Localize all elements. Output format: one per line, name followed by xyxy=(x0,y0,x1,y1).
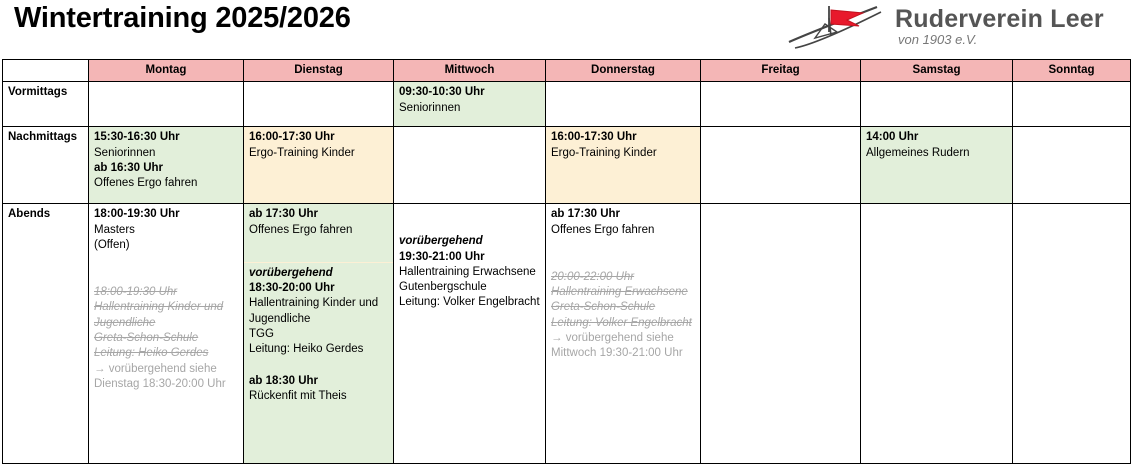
entry-title: Hallentraining Erwachsene xyxy=(399,265,536,278)
entry-location: TGG xyxy=(249,327,274,340)
entry-status: vorübergehend xyxy=(399,235,483,248)
entry-rueckenfit xyxy=(244,364,393,409)
entry-title: Ergo-Training Kinder xyxy=(551,146,657,159)
cell-vormittags-mittwoch xyxy=(394,82,546,127)
rowing-boat-flag-icon xyxy=(785,2,889,50)
club-founded: von 1903 e.V. xyxy=(898,32,978,47)
entry-cancelled-hallentraining xyxy=(546,246,700,366)
club-name: Ruderverein Leer xyxy=(895,5,1104,33)
column-header-montag: Montag xyxy=(89,60,244,82)
column-header-donnerstag: Donnerstag xyxy=(546,60,701,82)
cell-abends-montag xyxy=(89,204,244,464)
table-row-abends xyxy=(3,204,1131,464)
column-header-sonntag: Sonntag xyxy=(1013,60,1131,82)
cell-abends-donnerstag xyxy=(546,204,701,464)
entry-title-secondary: Offenes Ergo fahren xyxy=(94,177,198,190)
entry-leader: Leitung: Heiko Gerdes xyxy=(94,347,209,360)
club-logo xyxy=(785,2,1115,52)
entry-time: 16:00-17:30 Uhr xyxy=(249,131,335,144)
table-header-row xyxy=(3,60,1131,82)
page-title: Wintertraining 2025/2026 xyxy=(14,2,351,34)
cell-vormittags-freitag xyxy=(701,82,861,127)
entry-redirect-line2: Dienstag 18:30-20:00 Uhr xyxy=(94,377,226,390)
column-header-samstag: Samstag xyxy=(861,60,1013,82)
entry-title: Seniorinnen xyxy=(399,101,461,114)
cell-vormittags-dienstag xyxy=(244,82,394,127)
cell-nachmittags-donnerstag xyxy=(546,127,701,204)
entry-masters xyxy=(89,204,243,261)
row-label-abends: Abends xyxy=(3,204,89,464)
cell-abends-sonntag xyxy=(1013,204,1131,464)
entry-hallentraining-erwachsene xyxy=(394,231,545,360)
entry-note: (Offen) xyxy=(94,238,130,251)
table-row-nachmittags xyxy=(3,127,1131,204)
entry-location: Greta-Schon-Schule xyxy=(94,331,199,344)
entry-time: 09:30-10:30 Uhr xyxy=(399,86,485,99)
cell-nachmittags-samstag xyxy=(861,127,1013,204)
entry-leader: Leitung: Heiko Gerdes xyxy=(249,343,364,356)
entry-offenes-ergo xyxy=(546,204,700,246)
entry-time: 15:30-16:30 Uhr xyxy=(94,131,180,144)
row-label-nachmittags: Nachmittags xyxy=(3,127,89,204)
entry-time: 20:00-22:00 Uhr xyxy=(551,270,635,283)
entry-title: Hallentraining Kinder und xyxy=(249,297,379,310)
cell-vormittags-sonntag xyxy=(1013,82,1131,127)
column-header-dienstag: Dienstag xyxy=(244,60,394,82)
entry-location: Gutenbergschule xyxy=(399,281,487,294)
header-corner xyxy=(3,60,89,82)
entry-title: Hallentraining Erwachsene xyxy=(551,286,688,299)
entry-redirect-line2: Mittwoch 19:30-21:00 Uhr xyxy=(551,347,683,360)
entry-time: 18:30-20:00 Uhr xyxy=(249,282,335,295)
entry-title: Ergo-Training Kinder xyxy=(249,146,355,159)
entry-time: 16:00-17:30 Uhr xyxy=(551,131,637,144)
entry-title: Rückenfit mit Theis xyxy=(249,389,347,402)
entry-time: ab 17:30 Uhr xyxy=(249,208,319,221)
entry-title-cont: Jugendliche xyxy=(249,312,311,325)
entry-time: ab 17:30 Uhr xyxy=(551,208,621,221)
entry-time: 18:00-19:30 Uhr xyxy=(94,208,180,221)
cell-nachmittags-dienstag xyxy=(244,127,394,204)
entry-status: vorübergehend xyxy=(249,266,333,279)
entry-time: ab 18:30 Uhr xyxy=(249,374,319,387)
cell-vormittags-donnerstag xyxy=(546,82,701,127)
entry-location: Greta-Schon-Schule xyxy=(551,301,656,314)
entry-title: Hallentraining Kinder und xyxy=(94,301,224,314)
column-header-mittwoch: Mittwoch xyxy=(394,60,546,82)
cell-vormittags-samstag xyxy=(861,82,1013,127)
cell-nachmittags-mittwoch xyxy=(394,127,546,204)
entry-time: 14:00 Uhr xyxy=(866,131,919,144)
entry-redirect-line1: → vorübergehend siehe xyxy=(551,331,674,344)
cell-nachmittags-freitag xyxy=(701,127,861,204)
entry-title: Seniorinnen xyxy=(94,146,156,159)
entry-leader: Leitung: Volker Engelbracht xyxy=(399,296,540,309)
column-header-freitag: Freitag xyxy=(701,60,861,82)
page-header xyxy=(0,0,1133,58)
entry-title: Masters xyxy=(94,223,135,236)
entry-time: 19:30-21:00 Uhr xyxy=(399,250,485,263)
entry-cancelled-hallentraining xyxy=(89,261,243,396)
table-row-vormittags xyxy=(3,82,1131,127)
cell-vormittags-montag xyxy=(89,82,244,127)
entry-title: Offenes Ergo fahren xyxy=(249,223,353,236)
cell-nachmittags-sonntag xyxy=(1013,127,1131,204)
entry-time: 18:00-19:30 Uhr xyxy=(94,286,178,299)
schedule-table xyxy=(2,59,1131,464)
cell-abends-mittwoch xyxy=(394,204,546,464)
entry-time-secondary: ab 16:30 Uhr xyxy=(94,161,164,174)
cell-abends-samstag xyxy=(861,204,1013,464)
entry-leader: Leitung: Volker Engelbracht xyxy=(551,316,692,329)
cell-abends-freitag xyxy=(701,204,861,464)
cell-nachmittags-montag xyxy=(89,127,244,204)
entry-redirect-line1: → vorübergehend siehe xyxy=(94,362,217,375)
entry-offenes-ergo xyxy=(244,204,393,238)
entry-title: Allgemeines Rudern xyxy=(866,146,970,159)
entry-hallentraining-kinder xyxy=(244,262,393,364)
entry-title-cont: Jugendliche xyxy=(94,316,156,329)
cell-abends-dienstag xyxy=(244,204,394,464)
entry-title: Offenes Ergo fahren xyxy=(551,223,655,236)
row-label-vormittags: Vormittags xyxy=(3,82,89,127)
